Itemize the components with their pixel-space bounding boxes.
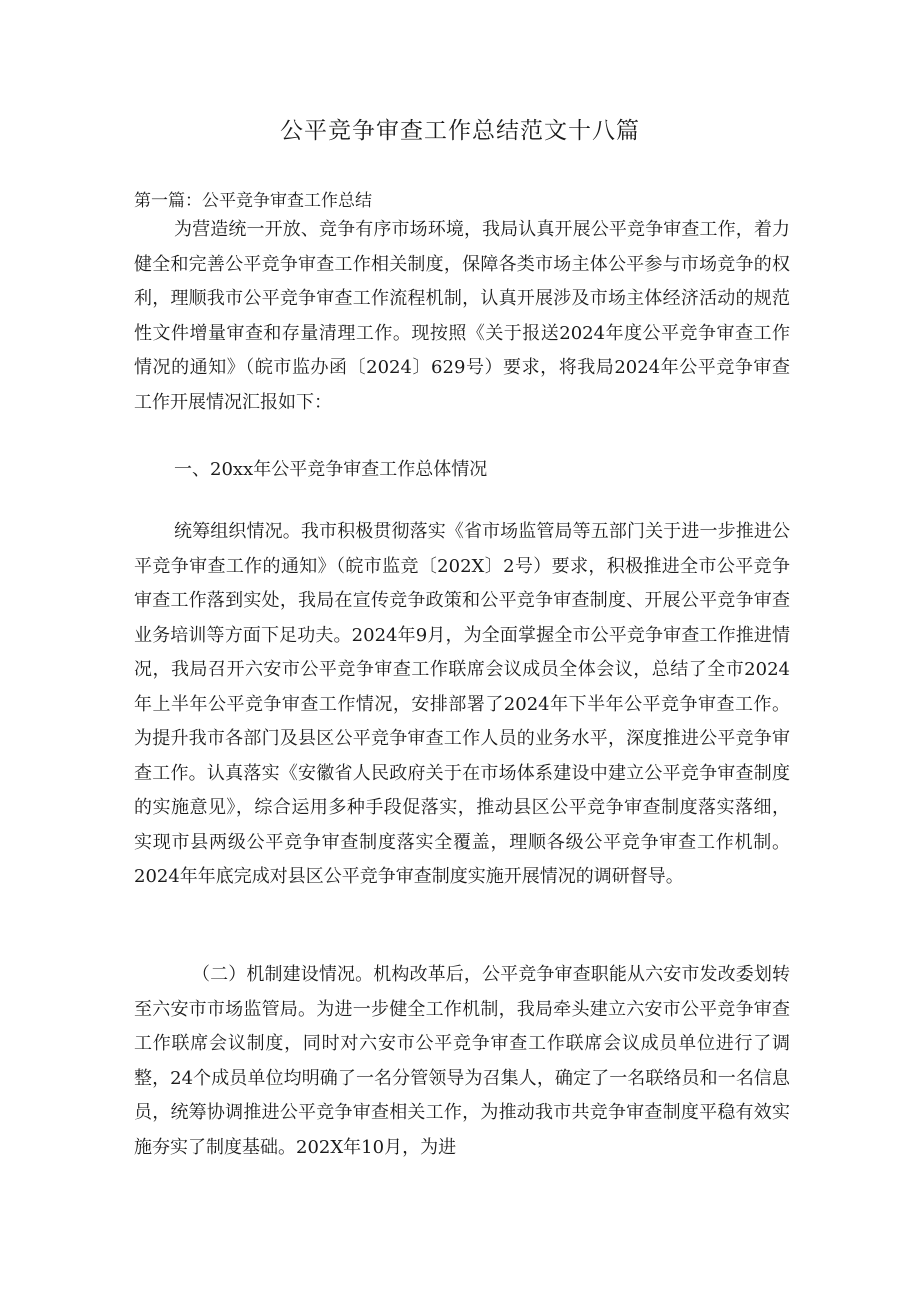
section-heading-1: 一、20xx年公平竞争审查工作总体情况 [174,459,488,480]
paragraph-mechanism: （二）机制建设情况。机构改革后，公平竞争审查职能从六安市发改委划转至六安市市场监管局。为进一步健全工作机制，我局牵头建立六安市公平竞争审查工作联席会议制度，同时对六安市公平竞争审查工作联席会议成员单位进行了调整，24个成员单位均明确了一名分管领导为召集人，确定了一名联络员和一名信息员，统筹协调推进公平竞争审查相关工作，为推动我市共竞争审查制度平稳有效实施夯实了制度基础。202X年10月，为进 [134,964,790,1158]
document-title: 公平竞争审查工作总结范文十八篇 [280,118,640,144]
paragraph-intro: 为营造统一开放、竞争有序市场环境，我局认真开展公平竞争审查工作，着力健全和完善公平竞争审查工作相关制度，保障各类市场主体公平参与市场竞争的权利，理顺我市公平竞争审查工作流程机制，认真开展涉及市场主体经济活动的规范性文件增量审查和存量清理工作。现按照《关于报送2024年度公平竞争审查工作情况的通知》（皖市监办函〔2024〕629号）要求，将我局2024年公平竞争审查工作开展情况汇报如下： [134,219,790,413]
paragraph-coordination: 统筹组织情况。我市积极贯彻落实《省市场监管局等五部门关于进一步推进公平竞争审查工作的通知》（皖市监竞〔202X〕2号）要求，积极推进全市公平竞争审查工作落到实处，我局在宣传竞争政策和公平竞争审查制度、开展公平竞争审查业务培训等方面下足功夫。2024年9月，为全面掌握全市公平竞争审查工作推进情况，我局召开六安市公平竞争审查工作联席会议成员全体会议，总结了全市2024年上半年公平竞争审查工作情况，安排部署了2024年下半年公平竞争审查工作。为提升我市各部门及县区公平竞争审查工作人员的业务水平，深度推进公平竞争审查工作。认真落实《安徽省人民政府关于在市场体系建设中建立公平竞争审查制度的实施意见》，综合运用多种手段促落实，推动县区公平竞争审查制度落实落细，实现市县两级公平竞争审查制度落实全覆盖，理顺各级公平竞争审查工作机制。2024年年底完成对县区公平竞争审查制度实施开展情况的调研督导。 [134,521,790,887]
section-label: 第一篇：公平竞争审查工作总结 [134,191,372,211]
